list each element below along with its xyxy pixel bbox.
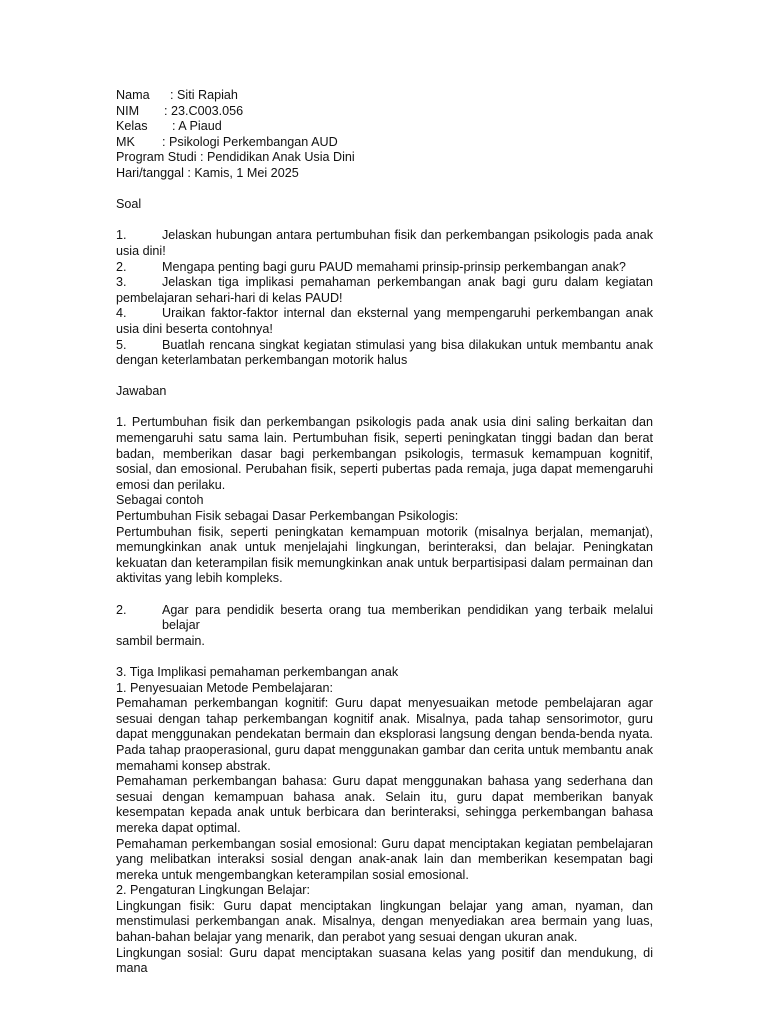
jawaban-1: 1. Pertumbuhan fisik dan perkembangan psikologis pada anak usia dini saling berkaitan dan memengaruhi satu sama lain. Pertumbuhan fisik, seperti peningkatan tinggi badan dan berat badan, memberikan dasar bagi perkembangan psikologis, termasuk kemampuan kognitif, sosial, dan emosional. Perubahan fisik, seperti pubertas pada remaja, juga dapat memengaruhi emosi dan perilaku. [116,415,653,492]
header-nama [116,88,653,104]
soal-heading: Soal [116,197,142,212]
jawaban-3-kognitif: Pemahaman perkembangan kognitif: Guru dapat menyesuaikan metode pembelajaran agar sesuai dengan tahap perkembangan kognitif anak. Misalnya, pada tahap sensorimotor, guru dapat menggunakan pendekatan bermain dan eksplorasi langsung dengan benda-benda nyata. Pada tahap praoperasional, guru dapat menggunakan gambar dan cerita untuk membantu anak memahami konsep abstrak. [116,696,653,773]
label-kelas: Kelas [116,119,148,134]
document-body [116,88,653,977]
jawaban-1-subtext: Pertumbuhan fisik, seperti peningkatan kemampuan motorik (misalnya berjalan, memanjat), memungkinkan anak untuk menjelajahi lingkungan, berinteraksi, dan belajar. Peningkatan kekuatan dan keterampilan fisik memungkinkan anak untuk berpartisipasi dalam permainan dan aktivitas yang lebih kompleks. [116,524,653,586]
header-prodi: Program Studi : Pendidikan Anak Usia Dini [116,150,355,165]
jawaban-3-sosial-env: Lingkungan sosial: Guru dapat menciptakan suasana kelas yang positif dan mendukung, di mana [116,945,653,976]
value-mk: : Psikologi Perkembangan AUD [162,134,338,149]
soal-list [116,228,653,368]
value-nim: : 23.C003.056 [164,103,244,118]
soal-item-4: 4. Uraikan faktor-faktor internal dan eksternal yang mempengaruhi perkembangan anak usia dini beserta contohnya! [116,306,653,336]
jawaban-3-point-1: 1. Penyesuaian Metode Pembelajaran: [116,680,334,695]
jawaban-3-sosial: Pemahaman perkembangan sosial emosional: Guru dapat menciptakan kegiatan pembelajaran yang melibatkan interaksi sosial dengan anak-anak lain dan memberikan kesempatan bagi mereka untuk mengembangkan keterampilan sosial emosional. [116,836,653,882]
jawaban-3-point-2: 2. Pengaturan Lingkungan Belajar: [116,883,310,898]
soal-item-2: 2. Mengapa penting bagi guru PAUD memahami prinsip-prinsip perkembangan anak? [116,259,626,274]
jawaban-3-fisik: Lingkungan fisik: Guru dapat menciptakan lingkungan belajar yang aman, nyaman, dan menstimulasi perkembangan anak. Misalnya, dengan menyediakan area bermain yang luas, bahan-bahan belajar yang menarik, dan perabot yang sesuai dengan ukuran anak. [116,898,653,945]
value-kelas: : A Piaud [172,119,222,134]
header-nim [116,104,653,120]
header-tanggal: Hari/tanggal : Kamis, 1 Mei 2025 [116,165,299,180]
jawaban-2: 2. Agar para pendidik beserta orang tua memberikan pendidikan yang terbaik melalui belajar sambil bermain. [116,602,653,648]
jawaban-3-bahasa: Pemahaman perkembangan bahasa: Guru dapat menggunakan bahasa yang sederhana dan sesuai dengan kemampuan bahasa anak. Selain itu, guru dapat memberikan banyak kesempatan kepada anak untuk berbicara dan berinteraksi, sehingga perkembangan bahasa mereka dapat optimal. [116,774,653,835]
label-nim: NIM [116,103,140,118]
jawaban-1-subheading: Pertumbuhan Fisik sebagai Dasar Perkembangan Psikologis: [116,509,459,524]
jawaban-heading: Jawaban [116,384,167,399]
label-nama: Nama [116,88,150,102]
soal-item-3: 3. Jelaskan tiga implikasi pemahaman perkembangan anak bagi guru dalam kegiatan pembelajaran sehari-hari di kelas PAUD! [116,275,653,305]
jawaban-1-contoh: Sebagai contoh [116,493,204,508]
value-nama: : Siti Rapiah [170,88,238,102]
label-mk: MK [116,134,135,149]
soal-item-1: 1. Jelaskan hubungan antara pertumbuhan fisik dan perkembangan psikologis pada anak usia dini! [116,228,653,258]
header-mk [116,135,653,151]
header-kelas [116,119,653,135]
jawaban-3-title: 3. Tiga Implikasi pemahaman perkembangan anak [116,664,399,679]
soal-item-5: 5. Buatlah rencana singkat kegiatan stimulasi yang bisa dilakukan untuk membantu anak dengan keterlambatan perkembangan motorik halus [116,337,653,368]
